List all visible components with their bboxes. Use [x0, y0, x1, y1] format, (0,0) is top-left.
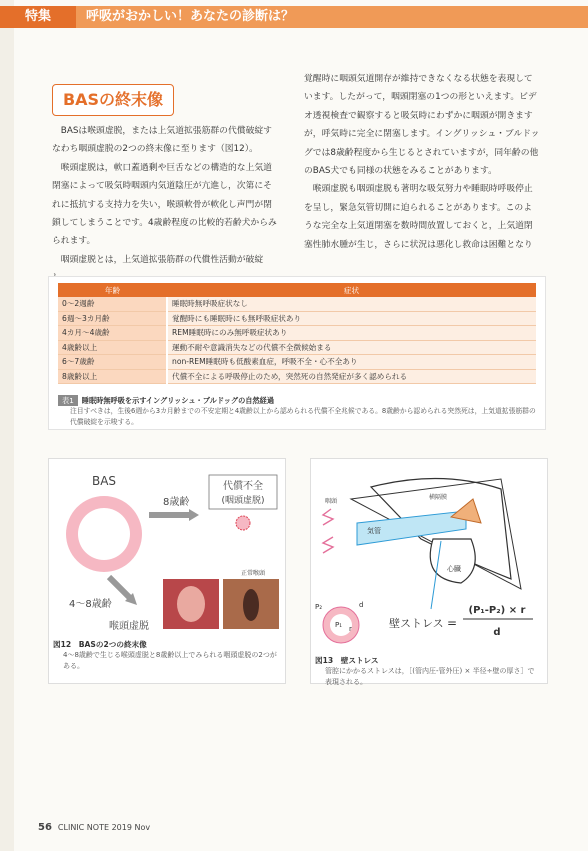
- fig13-heart-label: 心臓: [447, 565, 461, 573]
- section-heading-box: [52, 84, 174, 116]
- table-cell-age: 4カ月～4歳齢: [58, 326, 167, 341]
- table-cell-symptom: non-REM睡眠時も低酸素血症，呼吸不全・心不全あり: [167, 355, 536, 370]
- table-cell-age: 8歳齢以上: [58, 369, 167, 384]
- body-paragraph: 覚醒時に咽頭気道開存が維持できなくなる状態を表現しています。したがって，咽頭閉塞の1つの形といえます。ビデオ透視検査で観察すると吸気時にわずかに咽頭が開きますが，呼気時に完全に閉塞します。イングリッシュ・ブルドッグでは8歳齢程度から生じるとされていますが，同年齢の他のBAS犬でも同様の状態をみることがあります。: [304, 74, 540, 177]
- fig12-laryngeal-label: 喉頭虚脱: [109, 621, 149, 632]
- fig13-diaphragm-label: 横隔膜: [429, 494, 448, 501]
- body-left-column: [52, 122, 278, 288]
- fig12-normal-label: 正常喉頭: [240, 570, 266, 577]
- zigzag-left-icon: [323, 509, 333, 525]
- table-caption-badge: 表1: [58, 395, 78, 406]
- table-cell-symptom: 運動不耐や意識消失などの代償不全徴候始まる: [167, 340, 536, 355]
- table-caption-note: 注目すべきは，生後6週から3カ月齢までの不安定期と4歳齢以上から認められる代償不全兆候である。8歳齢から認められる突然死は，上気道拡張筋群の代償破綻を示唆する。: [70, 407, 536, 426]
- table-header-age: 年齢: [58, 283, 167, 297]
- figure-13-caption: [315, 655, 541, 688]
- body-paragraph: 喉頭虚脱も咽頭虚脱も著明な吸気努力や睡眠時呼吸停止を呈し，緊急気管切開に迫られることがあります。このような完全な上気道閉塞を数時間放置しておくと，上気道閉塞性肺水腫が生じ，さらに状況は悪化し救命は困難となり: [304, 184, 533, 250]
- table-row: [58, 326, 536, 341]
- fig13-numerator: (P₁-P₂) × r: [468, 605, 526, 616]
- fig13-r-label: r: [349, 625, 352, 633]
- laryngeal-photo-detail: [177, 586, 205, 622]
- page-margin: [0, 0, 14, 851]
- table-caption: [58, 395, 536, 428]
- magazine-name: CLINIC NOTE 2019 Nov: [57, 823, 151, 832]
- fig12-bas-label: BAS: [91, 474, 117, 488]
- fig13-caption-title: 図13 壁ストレス: [315, 656, 379, 665]
- fig13-caption-desc: 管腔にかかるストレスは，［(管内圧-管外圧) × 半径÷壁の厚さ］で表現される。: [325, 667, 535, 686]
- table-row: [58, 340, 536, 355]
- header-tag: 特集: [0, 6, 76, 28]
- header-title: 呼吸がおかしい！あなたの診断は？: [86, 9, 295, 24]
- table-cell-age: 4歳齢以上: [58, 340, 167, 355]
- bas-ring-inner: [78, 508, 130, 560]
- page-footer: [38, 822, 150, 833]
- zigzag-left-icon: [323, 537, 333, 553]
- table-cell-symptom: 睡眠時無呼吸症状なし: [167, 297, 536, 311]
- table-cell-age: 6週～3カ月齢: [58, 311, 167, 326]
- heart-shape: [430, 539, 475, 583]
- table-cell-age: 0～2週齢: [58, 297, 167, 311]
- fig13-d-label: d: [359, 601, 364, 609]
- collapsed-ring-icon: [236, 516, 250, 530]
- fig13-denominator: d: [493, 627, 501, 638]
- fig13-p1-label: P₁: [335, 621, 343, 629]
- fig13-p2-label: P₂: [315, 603, 323, 611]
- fig13-pharynx-label: 咽頭: [325, 498, 338, 505]
- fig12-comp-line1: 代償不全: [223, 481, 263, 492]
- fig13-stress-label: 壁ストレス: [389, 617, 444, 630]
- fig12-caption-title: 図12 BASの2つの終末像: [53, 640, 147, 649]
- table-header-symptom: 症状: [167, 283, 536, 297]
- body-paragraph: 喉頭虚脱は，軟口蓋過剰や巨舌などの構造的な上気道閉塞によって吸気時咽頭内気道陰圧が亢進し，次第にそれに抵抗する支持力を失い，喉頭軟骨が軟化し声門が閉鎖してしまうことです。4歳齢程度の比較的若齢犬からみられます。: [52, 162, 277, 247]
- table-row: [58, 297, 536, 311]
- fig12-caption-desc: 4～8歳齢で生じる喉頭虚脱と8歳齢以上でみられる咽頭虚脱の2つがある。: [63, 651, 277, 670]
- table-caption-title: 睡眠時無呼吸を示すイングリッシュ・ブルドッグの自然経過: [81, 396, 275, 405]
- table-row: [58, 369, 536, 384]
- fig12-age48-label: 4～8歳齢: [69, 599, 112, 610]
- table-row: [58, 355, 536, 370]
- table-cell-symptom: 覚醒時にも睡眠時にも無呼吸症状あり: [167, 311, 536, 326]
- body-paragraph: BASは喉頭虚脱，または上気道拡張筋群の代償破綻すなわち咽頭虚脱の2つの終末像に至ります（図12）。: [52, 126, 272, 155]
- figure-13-diagram: [311, 459, 547, 683]
- fig13-eq-label: =: [447, 616, 458, 630]
- figure-12: [48, 458, 286, 684]
- fig12-age8-label: 8歳齢: [163, 497, 190, 508]
- section-title: BASの終末像: [62, 90, 164, 109]
- figure-13: [310, 458, 548, 684]
- fig12-comp-line2: (咽頭虚脱): [221, 496, 265, 506]
- page-number: 56: [38, 822, 52, 833]
- symptom-table: [58, 283, 536, 384]
- table-cell-age: 6～7歳齢: [58, 355, 167, 370]
- fig13-trachea-label: 気管: [367, 527, 381, 535]
- body-paragraph: 咽頭虚脱とは，上気道拡張筋群の代償性活動が破綻: [60, 254, 264, 265]
- table-cell-symptom: REM睡眠時にのみ無呼吸症状あり: [167, 326, 536, 341]
- normal-larynx-photo-detail: [243, 589, 259, 621]
- table-cell-symptom: 代償不全による呼吸停止のため，突然死の自然発症が多く認められる: [167, 369, 536, 384]
- arrow-down-shaft: [109, 577, 131, 599]
- table-row: [58, 311, 536, 326]
- header-bar: [0, 6, 588, 28]
- body-right-column: [304, 70, 540, 254]
- arrow-right-head: [189, 509, 199, 521]
- figure-12-caption: [53, 639, 279, 672]
